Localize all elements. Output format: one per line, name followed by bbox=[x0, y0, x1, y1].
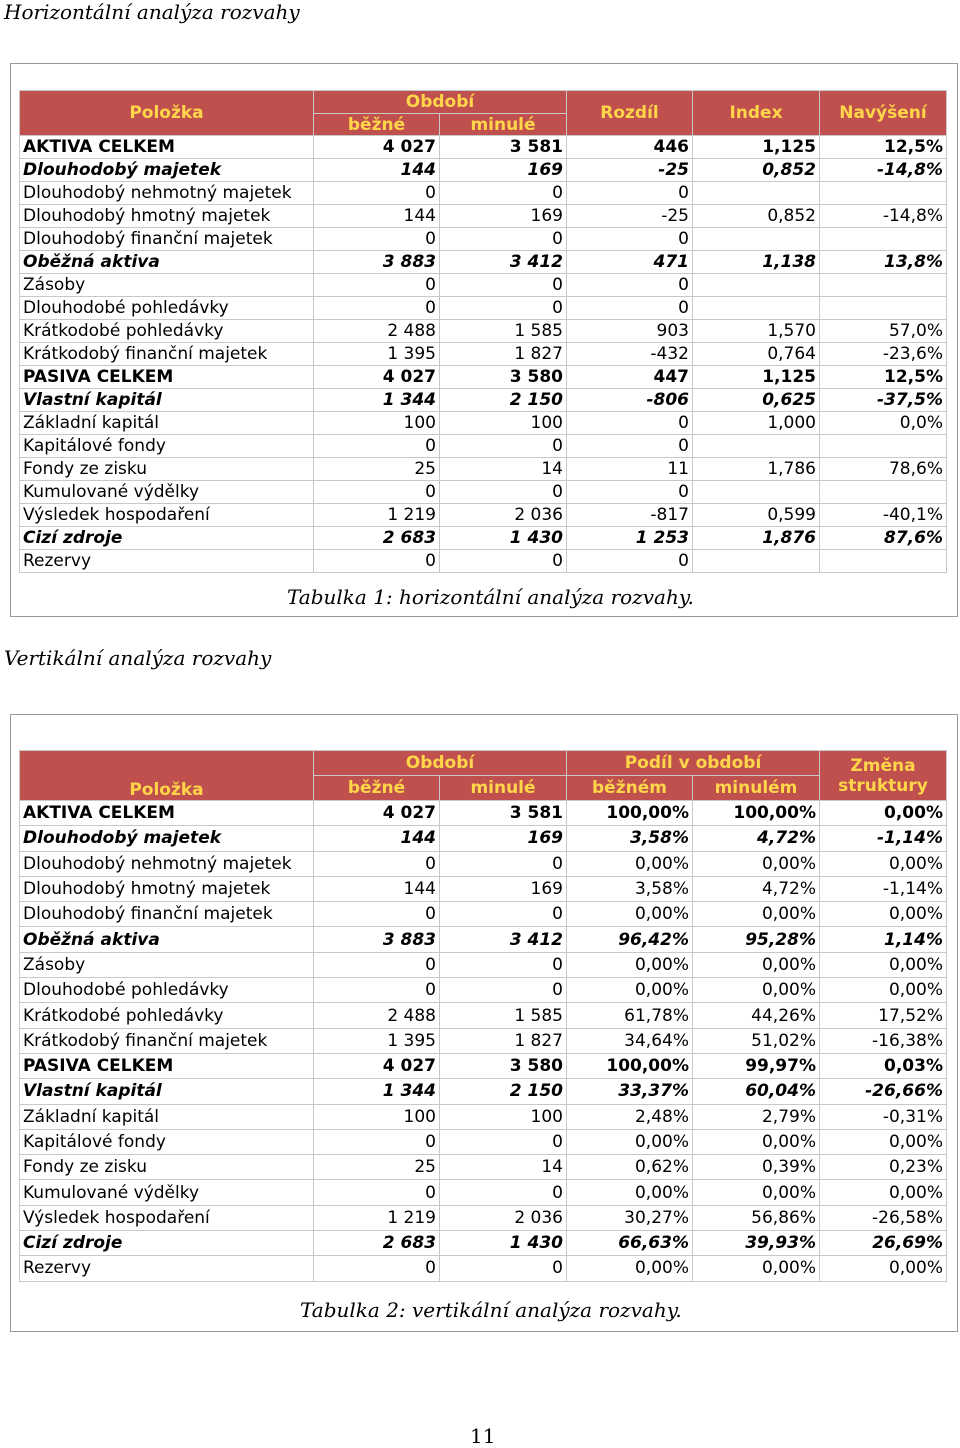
page-number: 11 bbox=[470, 1424, 496, 1448]
cell-pm: 99,97% bbox=[693, 1053, 820, 1078]
cell-n: -23,6% bbox=[820, 343, 947, 366]
cell-m: 0 bbox=[440, 1129, 567, 1154]
cell-m: 1 585 bbox=[440, 320, 567, 343]
row-label: Krátkodobé pohledávky bbox=[20, 320, 314, 343]
header-index: Index bbox=[693, 91, 820, 136]
cell-pb: 0,00% bbox=[567, 978, 693, 1003]
cell-b: 4 027 bbox=[314, 366, 440, 389]
cell-pb: 100,00% bbox=[567, 801, 693, 826]
cell-b: 1 219 bbox=[314, 504, 440, 527]
cell-m: 0 bbox=[440, 481, 567, 504]
cell-pm: 0,00% bbox=[693, 1129, 820, 1154]
cell-b: 1 344 bbox=[314, 1079, 440, 1104]
row-label: Výsledek hospodaření bbox=[20, 504, 314, 527]
cell-b: 0 bbox=[314, 1180, 440, 1205]
row-label: Dlouhodobý hmotný majetek bbox=[20, 205, 314, 228]
cell-n bbox=[820, 182, 947, 205]
table-row bbox=[20, 1205, 947, 1230]
header-obdobi: Období bbox=[314, 91, 567, 114]
header-bezne: běžné bbox=[314, 776, 440, 801]
vertical-analysis-table bbox=[19, 750, 947, 1282]
cell-m: 0 bbox=[440, 182, 567, 205]
cell-pb: 3,58% bbox=[567, 826, 693, 851]
table-row bbox=[20, 159, 947, 182]
cell-m: 169 bbox=[440, 876, 567, 901]
cell-r: 0 bbox=[567, 297, 693, 320]
cell-i: 0,625 bbox=[693, 389, 820, 412]
cell-pm: 0,39% bbox=[693, 1155, 820, 1180]
table-row bbox=[20, 1053, 947, 1078]
cell-m: 1 827 bbox=[440, 1028, 567, 1053]
cell-r: -817 bbox=[567, 504, 693, 527]
cell-i: 1,786 bbox=[693, 458, 820, 481]
row-label: Fondy ze zisku bbox=[20, 1155, 314, 1180]
cell-b: 4 027 bbox=[314, 1053, 440, 1078]
cell-z: 0,00% bbox=[820, 851, 947, 876]
header-minule: minulé bbox=[440, 114, 567, 136]
cell-z: 0,00% bbox=[820, 952, 947, 977]
cell-b: 0 bbox=[314, 182, 440, 205]
header-rozdil: Rozdíl bbox=[567, 91, 693, 136]
header-beznem: běžném bbox=[567, 776, 693, 801]
cell-i: 1,876 bbox=[693, 527, 820, 550]
cell-pb: 33,37% bbox=[567, 1079, 693, 1104]
cell-n bbox=[820, 297, 947, 320]
table-row bbox=[20, 228, 947, 251]
cell-m: 2 036 bbox=[440, 1205, 567, 1230]
cell-i: 0,599 bbox=[693, 504, 820, 527]
cell-n: -37,5% bbox=[820, 389, 947, 412]
cell-i: 1,125 bbox=[693, 136, 820, 159]
cell-m: 0 bbox=[440, 1256, 567, 1281]
row-label: Rezervy bbox=[20, 550, 314, 573]
row-label: Cizí zdroje bbox=[20, 527, 314, 550]
header-minulem: minulém bbox=[693, 776, 820, 801]
row-label: Dlouhodobý majetek bbox=[20, 826, 314, 851]
cell-b: 1 219 bbox=[314, 1205, 440, 1230]
cell-n bbox=[820, 435, 947, 458]
header-struktury: struktury bbox=[838, 775, 928, 796]
row-label: Kumulované výdělky bbox=[20, 481, 314, 504]
cell-n: -14,8% bbox=[820, 159, 947, 182]
row-label: Kumulované výdělky bbox=[20, 1180, 314, 1205]
row-label: Kapitálové fondy bbox=[20, 1129, 314, 1154]
cell-pm: 0,00% bbox=[693, 978, 820, 1003]
cell-b: 100 bbox=[314, 412, 440, 435]
table-row bbox=[20, 826, 947, 851]
cell-z: 0,00% bbox=[820, 801, 947, 826]
header-navyseni: Navýšení bbox=[820, 91, 947, 136]
cell-z: 0,00% bbox=[820, 902, 947, 927]
cell-b: 0 bbox=[314, 902, 440, 927]
cell-i bbox=[693, 297, 820, 320]
cell-r: 0 bbox=[567, 274, 693, 297]
cell-b: 25 bbox=[314, 1155, 440, 1180]
cell-r: 0 bbox=[567, 435, 693, 458]
table1-caption: Tabulka 1: horizontální analýza rozvahy. bbox=[287, 585, 694, 609]
cell-m: 169 bbox=[440, 159, 567, 182]
cell-i: 1,570 bbox=[693, 320, 820, 343]
cell-i bbox=[693, 274, 820, 297]
table-row bbox=[20, 412, 947, 435]
cell-m: 2 036 bbox=[440, 504, 567, 527]
cell-b: 2 683 bbox=[314, 527, 440, 550]
cell-m: 0 bbox=[440, 297, 567, 320]
row-label: Rezervy bbox=[20, 1256, 314, 1281]
cell-b: 4 027 bbox=[314, 801, 440, 826]
cell-r: 446 bbox=[567, 136, 693, 159]
cell-z: 0,00% bbox=[820, 1129, 947, 1154]
cell-b: 0 bbox=[314, 1129, 440, 1154]
table-row bbox=[20, 1028, 947, 1053]
cell-pb: 0,62% bbox=[567, 1155, 693, 1180]
cell-r: 0 bbox=[567, 228, 693, 251]
row-label: Vlastní kapitál bbox=[20, 389, 314, 412]
row-label: Dlouhodobý finanční majetek bbox=[20, 902, 314, 927]
table-row bbox=[20, 978, 947, 1003]
cell-pb: 0,00% bbox=[567, 1180, 693, 1205]
cell-b: 0 bbox=[314, 481, 440, 504]
cell-pb: 0,00% bbox=[567, 1129, 693, 1154]
cell-b: 1 395 bbox=[314, 343, 440, 366]
cell-pb: 0,00% bbox=[567, 1256, 693, 1281]
table-row bbox=[20, 458, 947, 481]
table-row bbox=[20, 1003, 947, 1028]
header-zmena-struktury bbox=[820, 751, 947, 801]
cell-pb: 30,27% bbox=[567, 1205, 693, 1230]
table-row bbox=[20, 205, 947, 228]
cell-b: 0 bbox=[314, 435, 440, 458]
header-zmena: Změna bbox=[850, 755, 916, 776]
cell-r: 1 253 bbox=[567, 527, 693, 550]
cell-z: 17,52% bbox=[820, 1003, 947, 1028]
cell-m: 2 150 bbox=[440, 1079, 567, 1104]
row-label: Krátkodobý finanční majetek bbox=[20, 343, 314, 366]
cell-b: 2 488 bbox=[314, 1003, 440, 1028]
row-label: Zásoby bbox=[20, 274, 314, 297]
table-row bbox=[20, 876, 947, 901]
cell-r: 447 bbox=[567, 366, 693, 389]
cell-n: 12,5% bbox=[820, 136, 947, 159]
row-label: Krátkodobé pohledávky bbox=[20, 1003, 314, 1028]
cell-b: 0 bbox=[314, 228, 440, 251]
cell-z: 26,69% bbox=[820, 1231, 947, 1256]
row-label: Základní kapitál bbox=[20, 412, 314, 435]
table-row bbox=[20, 366, 947, 389]
table-row bbox=[20, 136, 947, 159]
cell-z: 0,23% bbox=[820, 1155, 947, 1180]
cell-b: 4 027 bbox=[314, 136, 440, 159]
cell-r: 11 bbox=[567, 458, 693, 481]
cell-pm: 95,28% bbox=[693, 927, 820, 952]
cell-z: -26,66% bbox=[820, 1079, 947, 1104]
cell-m: 100 bbox=[440, 1104, 567, 1129]
cell-n: 57,0% bbox=[820, 320, 947, 343]
table2-body bbox=[20, 801, 947, 1282]
cell-z: 0,00% bbox=[820, 1180, 947, 1205]
table-row bbox=[20, 927, 947, 952]
cell-n bbox=[820, 274, 947, 297]
cell-pb: 3,58% bbox=[567, 876, 693, 901]
cell-pb: 0,00% bbox=[567, 851, 693, 876]
row-label: Dlouhodobý majetek bbox=[20, 159, 314, 182]
cell-m: 14 bbox=[440, 1155, 567, 1180]
cell-pm: 56,86% bbox=[693, 1205, 820, 1230]
cell-pb: 61,78% bbox=[567, 1003, 693, 1028]
cell-n: -40,1% bbox=[820, 504, 947, 527]
cell-m: 3 581 bbox=[440, 801, 567, 826]
section-title-horizontal: Horizontální analýza rozvahy bbox=[4, 0, 300, 24]
cell-b: 1 395 bbox=[314, 1028, 440, 1053]
cell-m: 3 412 bbox=[440, 927, 567, 952]
row-label: Dlouhodobé pohledávky bbox=[20, 297, 314, 320]
table-row bbox=[20, 902, 947, 927]
row-label: Dlouhodobé pohledávky bbox=[20, 978, 314, 1003]
cell-pm: 0,00% bbox=[693, 902, 820, 927]
cell-r: -806 bbox=[567, 389, 693, 412]
table-row bbox=[20, 1180, 947, 1205]
cell-n: -14,8% bbox=[820, 205, 947, 228]
header-podil: Podíl v období bbox=[567, 751, 820, 776]
header-obdobi: Období bbox=[314, 751, 567, 776]
cell-b: 144 bbox=[314, 826, 440, 851]
cell-pm: 44,26% bbox=[693, 1003, 820, 1028]
cell-b: 3 883 bbox=[314, 927, 440, 952]
cell-i: 0,852 bbox=[693, 205, 820, 228]
cell-z: -1,14% bbox=[820, 826, 947, 851]
cell-m: 0 bbox=[440, 952, 567, 977]
row-label: Dlouhodobý nehmotný majetek bbox=[20, 182, 314, 205]
cell-r: 471 bbox=[567, 251, 693, 274]
row-label: AKTIVA CELKEM bbox=[20, 801, 314, 826]
section-title-vertical: Vertikální analýza rozvahy bbox=[4, 646, 272, 670]
cell-z: -26,58% bbox=[820, 1205, 947, 1230]
cell-b: 144 bbox=[314, 205, 440, 228]
cell-b: 1 344 bbox=[314, 389, 440, 412]
cell-pb: 0,00% bbox=[567, 952, 693, 977]
cell-b: 0 bbox=[314, 297, 440, 320]
cell-m: 1 430 bbox=[440, 1231, 567, 1256]
table-row bbox=[20, 343, 947, 366]
table-row bbox=[20, 274, 947, 297]
table1-frame bbox=[10, 63, 958, 617]
cell-m: 0 bbox=[440, 978, 567, 1003]
row-label: PASIVA CELKEM bbox=[20, 366, 314, 389]
cell-pb: 66,63% bbox=[567, 1231, 693, 1256]
table2-frame bbox=[10, 714, 958, 1332]
cell-m: 3 580 bbox=[440, 366, 567, 389]
cell-pm: 51,02% bbox=[693, 1028, 820, 1053]
cell-m: 0 bbox=[440, 851, 567, 876]
cell-z: 0,00% bbox=[820, 1256, 947, 1281]
table-row bbox=[20, 550, 947, 573]
table-row bbox=[20, 389, 947, 412]
cell-r: -432 bbox=[567, 343, 693, 366]
row-label: Fondy ze zisku bbox=[20, 458, 314, 481]
cell-r: 0 bbox=[567, 481, 693, 504]
table-row bbox=[20, 851, 947, 876]
cell-i bbox=[693, 435, 820, 458]
table-row bbox=[20, 1155, 947, 1180]
row-label: Dlouhodobý hmotný majetek bbox=[20, 876, 314, 901]
cell-n: 87,6% bbox=[820, 527, 947, 550]
table-row bbox=[20, 1231, 947, 1256]
cell-n bbox=[820, 481, 947, 504]
cell-m: 0 bbox=[440, 550, 567, 573]
cell-pm: 4,72% bbox=[693, 826, 820, 851]
cell-b: 144 bbox=[314, 876, 440, 901]
cell-b: 0 bbox=[314, 978, 440, 1003]
cell-i: 1,000 bbox=[693, 412, 820, 435]
cell-m: 100 bbox=[440, 412, 567, 435]
cell-pb: 0,00% bbox=[567, 902, 693, 927]
table-row bbox=[20, 1079, 947, 1104]
cell-r: 903 bbox=[567, 320, 693, 343]
cell-pm: 0,00% bbox=[693, 1180, 820, 1205]
header-bezne: běžné bbox=[314, 114, 440, 136]
cell-n: 78,6% bbox=[820, 458, 947, 481]
row-label: Zásoby bbox=[20, 952, 314, 977]
cell-z: 1,14% bbox=[820, 927, 947, 952]
cell-i bbox=[693, 481, 820, 504]
row-label: PASIVA CELKEM bbox=[20, 1053, 314, 1078]
cell-m: 1 585 bbox=[440, 1003, 567, 1028]
horizontal-analysis-table bbox=[19, 90, 947, 573]
cell-b: 100 bbox=[314, 1104, 440, 1129]
cell-b: 2 683 bbox=[314, 1231, 440, 1256]
table-row bbox=[20, 320, 947, 343]
cell-b: 144 bbox=[314, 159, 440, 182]
header-minule: minulé bbox=[440, 776, 567, 801]
cell-n: 12,5% bbox=[820, 366, 947, 389]
cell-i bbox=[693, 228, 820, 251]
cell-m: 2 150 bbox=[440, 389, 567, 412]
cell-r: 0 bbox=[567, 182, 693, 205]
cell-r: 0 bbox=[567, 412, 693, 435]
cell-m: 1 827 bbox=[440, 343, 567, 366]
cell-pm: 60,04% bbox=[693, 1079, 820, 1104]
table-row bbox=[20, 435, 947, 458]
table-row bbox=[20, 1104, 947, 1129]
cell-n bbox=[820, 228, 947, 251]
row-label: Kapitálové fondy bbox=[20, 435, 314, 458]
cell-pm: 0,00% bbox=[693, 952, 820, 977]
table1-body bbox=[20, 136, 947, 573]
table-row bbox=[20, 481, 947, 504]
cell-b: 25 bbox=[314, 458, 440, 481]
cell-m: 0 bbox=[440, 274, 567, 297]
cell-n bbox=[820, 550, 947, 573]
cell-b: 2 488 bbox=[314, 320, 440, 343]
row-label: Krátkodobý finanční majetek bbox=[20, 1028, 314, 1053]
cell-b: 0 bbox=[314, 851, 440, 876]
cell-pm: 0,00% bbox=[693, 851, 820, 876]
table-row bbox=[20, 182, 947, 205]
cell-pm: 100,00% bbox=[693, 801, 820, 826]
table-row bbox=[20, 297, 947, 320]
cell-i bbox=[693, 550, 820, 573]
cell-pm: 4,72% bbox=[693, 876, 820, 901]
cell-r: -25 bbox=[567, 205, 693, 228]
table-row bbox=[20, 251, 947, 274]
cell-b: 0 bbox=[314, 952, 440, 977]
cell-m: 0 bbox=[440, 1180, 567, 1205]
table-row bbox=[20, 1256, 947, 1281]
cell-m: 0 bbox=[440, 902, 567, 927]
cell-z: 0,03% bbox=[820, 1053, 947, 1078]
cell-m: 3 581 bbox=[440, 136, 567, 159]
cell-z: -1,14% bbox=[820, 876, 947, 901]
cell-m: 0 bbox=[440, 435, 567, 458]
cell-i: 0,764 bbox=[693, 343, 820, 366]
row-label: Vlastní kapitál bbox=[20, 1079, 314, 1104]
cell-pm: 2,79% bbox=[693, 1104, 820, 1129]
cell-b: 3 883 bbox=[314, 251, 440, 274]
cell-i: 1,125 bbox=[693, 366, 820, 389]
cell-pm: 39,93% bbox=[693, 1231, 820, 1256]
cell-b: 0 bbox=[314, 274, 440, 297]
cell-pb: 2,48% bbox=[567, 1104, 693, 1129]
row-label: Dlouhodobý nehmotný majetek bbox=[20, 851, 314, 876]
cell-m: 3 580 bbox=[440, 1053, 567, 1078]
cell-b: 0 bbox=[314, 550, 440, 573]
cell-z: -0,31% bbox=[820, 1104, 947, 1129]
cell-i: 1,138 bbox=[693, 251, 820, 274]
table2-caption: Tabulka 2: vertikální analýza rozvahy. bbox=[300, 1298, 682, 1322]
table-row bbox=[20, 1129, 947, 1154]
cell-i bbox=[693, 182, 820, 205]
table-row bbox=[20, 504, 947, 527]
cell-z: 0,00% bbox=[820, 978, 947, 1003]
cell-m: 14 bbox=[440, 458, 567, 481]
cell-i: 0,852 bbox=[693, 159, 820, 182]
row-label: Cizí zdroje bbox=[20, 1231, 314, 1256]
table-row bbox=[20, 952, 947, 977]
table-row bbox=[20, 527, 947, 550]
cell-pb: 96,42% bbox=[567, 927, 693, 952]
row-label: Oběžná aktiva bbox=[20, 927, 314, 952]
cell-n: 13,8% bbox=[820, 251, 947, 274]
cell-m: 1 430 bbox=[440, 527, 567, 550]
header-polozka: Položka bbox=[20, 751, 314, 801]
cell-pb: 34,64% bbox=[567, 1028, 693, 1053]
cell-b: 0 bbox=[314, 1256, 440, 1281]
row-label: Oběžná aktiva bbox=[20, 251, 314, 274]
cell-r: -25 bbox=[567, 159, 693, 182]
row-label: Výsledek hospodaření bbox=[20, 1205, 314, 1230]
cell-pb: 100,00% bbox=[567, 1053, 693, 1078]
cell-m: 0 bbox=[440, 228, 567, 251]
cell-m: 169 bbox=[440, 205, 567, 228]
row-label: AKTIVA CELKEM bbox=[20, 136, 314, 159]
cell-r: 0 bbox=[567, 550, 693, 573]
table-row bbox=[20, 801, 947, 826]
cell-m: 169 bbox=[440, 826, 567, 851]
cell-m: 3 412 bbox=[440, 251, 567, 274]
row-label: Základní kapitál bbox=[20, 1104, 314, 1129]
header-polozka: Položka bbox=[20, 91, 314, 136]
cell-z: -16,38% bbox=[820, 1028, 947, 1053]
row-label: Dlouhodobý finanční majetek bbox=[20, 228, 314, 251]
cell-pm: 0,00% bbox=[693, 1256, 820, 1281]
cell-n: 0,0% bbox=[820, 412, 947, 435]
